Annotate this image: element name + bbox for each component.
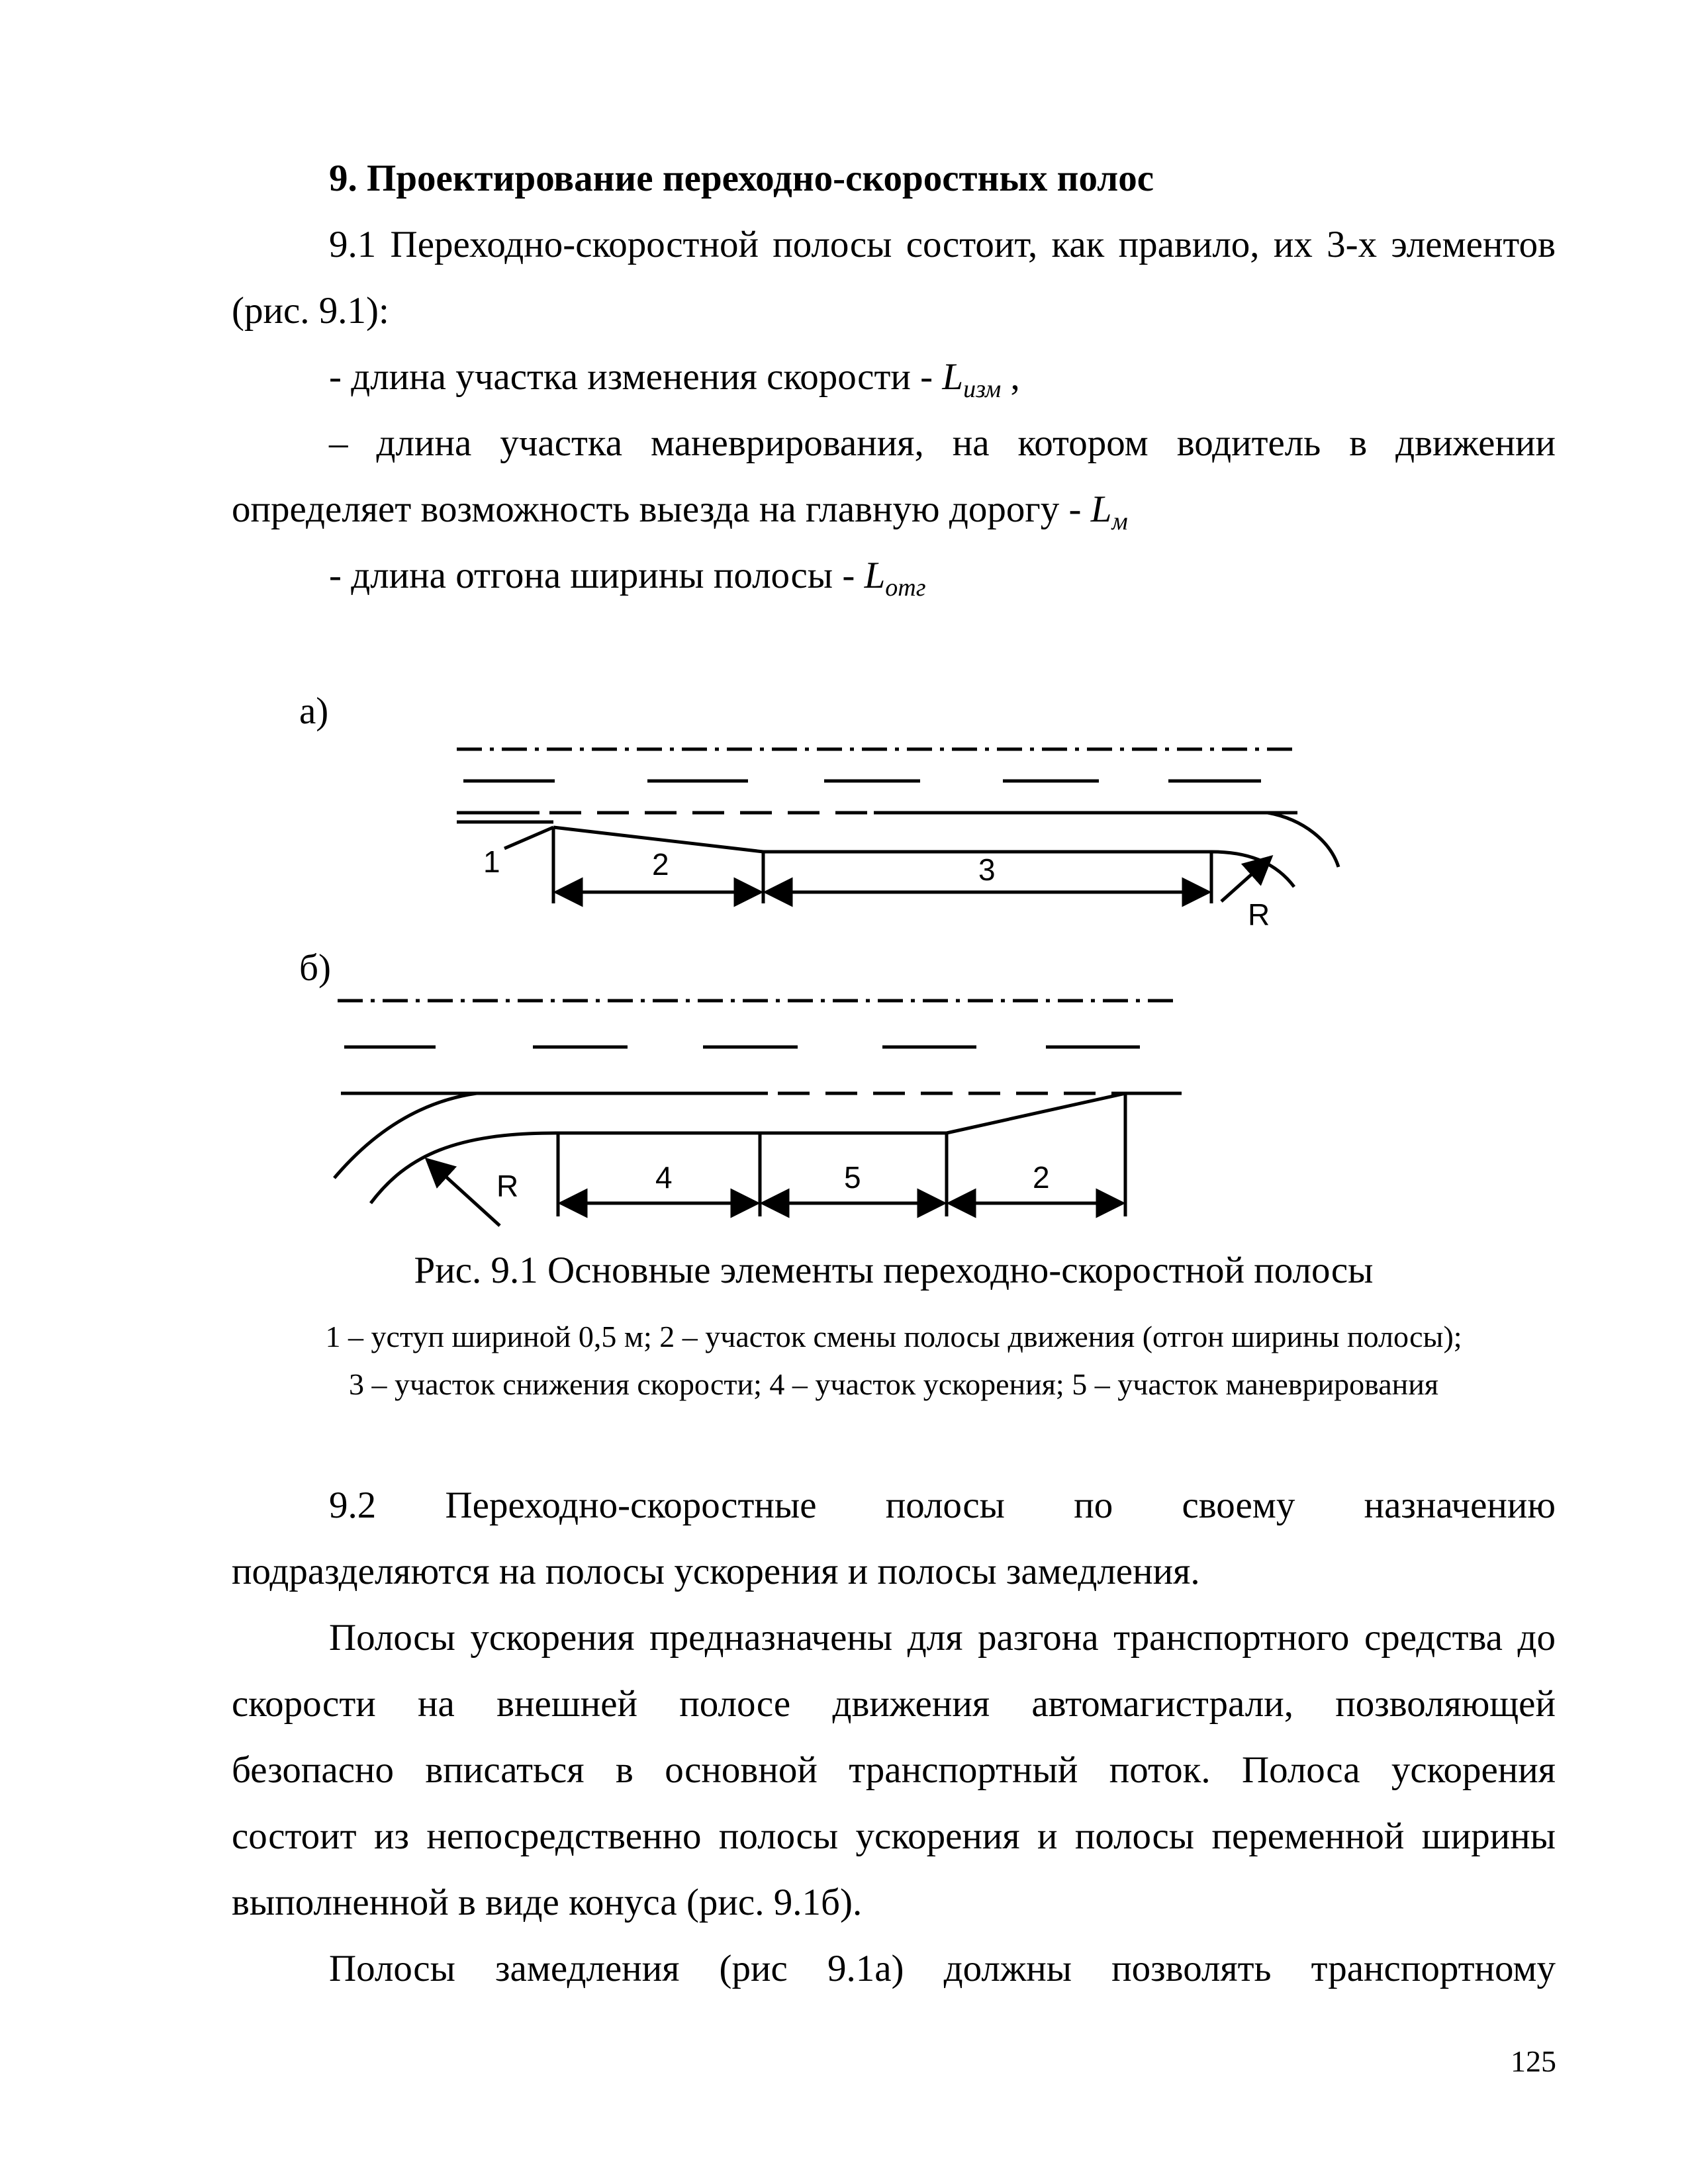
diagram-b-radius-arrow <box>427 1160 500 1226</box>
diagram-b-label-accel: 4 <box>655 1160 673 1195</box>
para-9-2-word: своему <box>1182 1484 1295 1526</box>
diagram-a-exit-curve-outer <box>1268 813 1338 867</box>
accel-para-line-5: выполненной в виде конуса (рис. 9.1б). <box>232 1882 863 1923</box>
diagram-a-step-line <box>504 827 553 848</box>
item-maneuver-var: $L_м$ <box>1090 488 1128 535</box>
diagram-b-label-transition: 2 <box>1033 1160 1050 1195</box>
para-9-1-line-1: 9.1 Переходно-скоростной полосы состоит, как правило, их 3-х элементов <box>329 224 1556 265</box>
para-9-2-word: 9.2 <box>329 1484 377 1526</box>
decel-para-line-1: Полосы замедления (рис 9.1а) должны позволять транспортному <box>329 1948 1556 1989</box>
para-9-2-line-2: подразделяются на полосы ускорения и полосы замедления. <box>232 1551 1200 1592</box>
accel-para-line-4: состоит из непосредственно полосы ускорения и полосы переменной ширины <box>232 1815 1556 1857</box>
page-number: 125 <box>1511 2044 1556 2078</box>
diagram-a-exit-curve-inner <box>1211 852 1294 887</box>
item-maneuver-line-1: – длина участка маневрирования, на котором водитель в движении <box>329 422 1556 464</box>
para-9-2-word: по <box>1074 1484 1113 1526</box>
figure-caption: Рис. 9.1 Основные элементы переходно-скоростной полосы <box>414 1250 1374 1291</box>
para-9-2-word: Переходно-скоростные <box>445 1484 817 1526</box>
figure-legend-line-1: 1 – уступ шириной 0,5 м; 2 – участок смены полосы движения (отгон ширины полосы); <box>325 1320 1462 1353</box>
para-9-1-line-2: (рис. 9.1): <box>232 290 389 332</box>
figure-legend-line-2: 3 – участок снижения скорости; 4 – участок ускорения; 5 – участок маневрирования <box>348 1367 1439 1401</box>
diagram-b-transition-taper <box>947 1093 1125 1133</box>
diagram-a-label-decel: 3 <box>978 852 996 887</box>
para-9-2-word: назначению <box>1364 1484 1556 1526</box>
accel-para-line-2: скорости на внешней полосе движения автомагистрали, позволяющей <box>232 1683 1556 1725</box>
diagram-a-label-step: 1 <box>483 844 500 879</box>
item-speed-change-var: $L_{изм}$ <box>942 356 1002 403</box>
diagram-b-entry-curve-outer <box>334 1093 477 1178</box>
figure-label-b: б) <box>299 947 331 989</box>
item-maneuver-text: определяет возможность выезда на главную дорогу - <box>232 488 1091 530</box>
item-speed-change <box>329 354 1556 412</box>
accel-para-line-3: безопасно вписаться в основной транспортный поток. Полоса ускорения <box>232 1749 1556 1791</box>
item-transition-var: $L_{отг}$ <box>864 555 926 602</box>
section-heading: 9. Проектирование переходно-скоростных полос <box>329 158 1154 199</box>
accel-para-line-1: Полосы ускорения предназначены для разгона транспортного средства до <box>329 1617 1556 1659</box>
item-maneuver-line-2 <box>232 486 1556 545</box>
item-speed-change-text: - длина участка изменения скорости - <box>329 356 943 398</box>
item-transition-text: - длина отгона ширины полосы - <box>329 555 865 596</box>
para-9-2-word: полосы <box>885 1484 1005 1526</box>
diagram-a-radius-arrow <box>1221 857 1271 901</box>
item-speed-change-tail: , <box>1001 356 1020 398</box>
diagram-a-label-transition: 2 <box>652 847 669 882</box>
diagram-a-label-radius: R <box>1248 897 1270 932</box>
diagram-b-label-radius: R <box>496 1169 519 1203</box>
figure-label-a: а) <box>299 690 329 732</box>
item-transition <box>329 553 1556 611</box>
para-9-2-line-1 <box>329 1482 1556 1529</box>
diagram-b-label-maneuver: 5 <box>844 1160 861 1195</box>
